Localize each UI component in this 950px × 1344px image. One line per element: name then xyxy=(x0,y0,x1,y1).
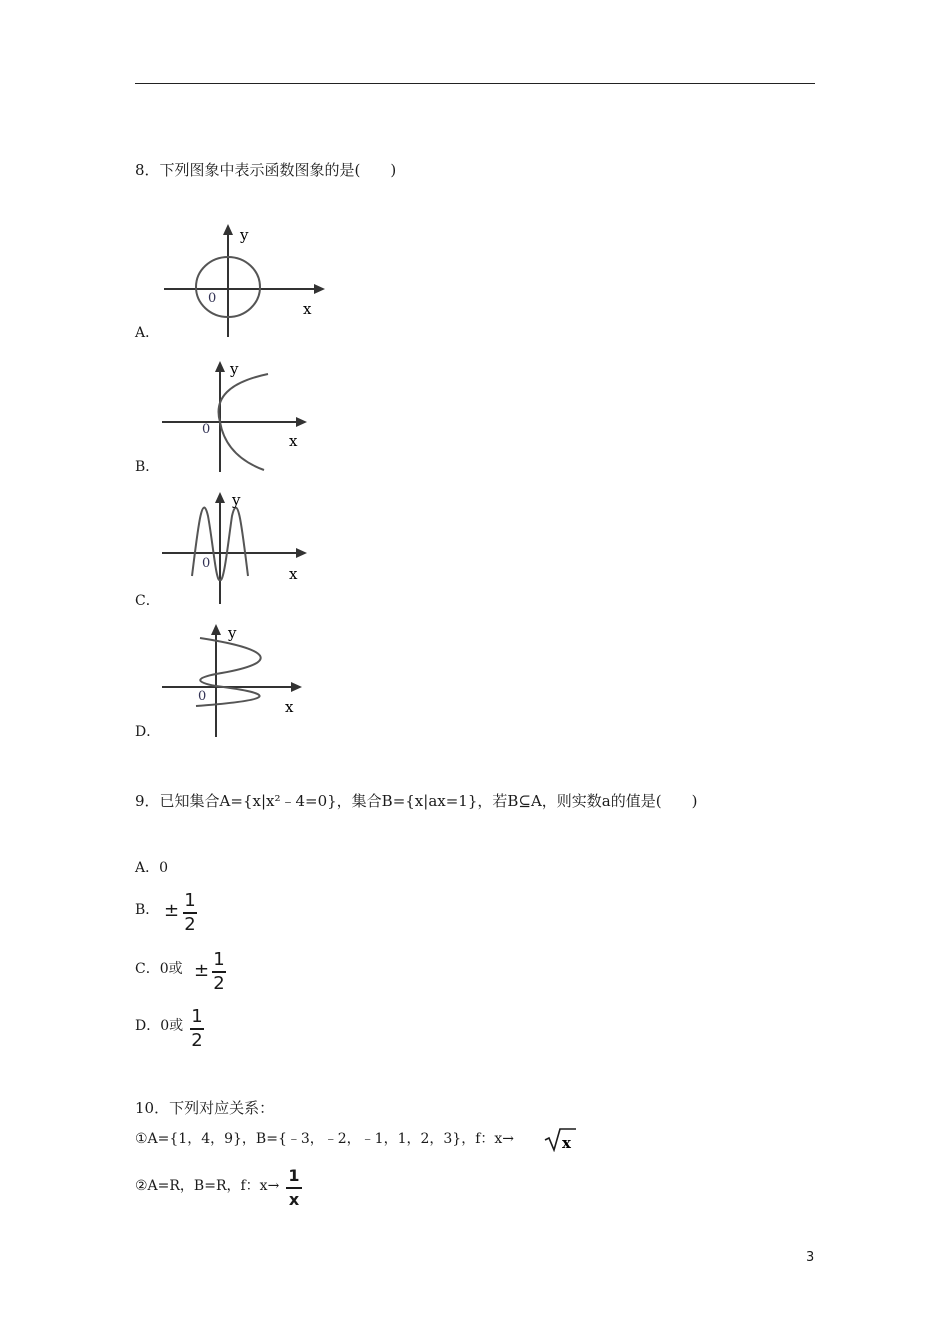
numerator: 1 xyxy=(184,890,196,911)
q8-option-a: A． xyxy=(135,325,160,341)
y-label: y xyxy=(228,624,237,642)
origin-label: 0 xyxy=(202,422,211,437)
fraction-one-half xyxy=(212,950,226,994)
denominator: 2 xyxy=(184,913,196,935)
page-number: 3 xyxy=(806,1250,815,1265)
fraction-one-over-x xyxy=(286,1166,302,1210)
q8-option-c: C． xyxy=(135,593,160,609)
q8-option-d: D． xyxy=(135,724,161,740)
fraction-one-half xyxy=(183,891,197,935)
x-label: x xyxy=(285,698,294,716)
x-label: x xyxy=(289,432,298,450)
plus-minus-sign: ± xyxy=(164,900,180,921)
q9-option-b: B． xyxy=(135,902,160,918)
q9-stem: 9．已知集合A={x|x²﹣4=0}，集合B={x|ax=1}，若B⊆A，则实数a的值是( ) xyxy=(135,792,698,810)
q9-option-a: A．0 xyxy=(135,860,169,876)
numerator: 1 xyxy=(288,1166,300,1185)
numerator: 1 xyxy=(213,949,225,970)
q9-option-c: C．0或 xyxy=(135,961,183,977)
figure-c-wave xyxy=(158,488,318,608)
y-label: y xyxy=(230,360,239,378)
figure-d-sideways-wave xyxy=(158,620,318,740)
fraction-one-half xyxy=(190,1007,204,1051)
q10-stem: 10．下列对应关系： xyxy=(135,1099,275,1117)
plus-minus-sign: ± xyxy=(194,960,210,981)
sqrt-variable: x xyxy=(562,1134,571,1152)
q10-item-2: ②A=R，B=R，f：x→ xyxy=(135,1178,280,1194)
denominator: 2 xyxy=(213,972,225,994)
denominator: 2 xyxy=(191,1029,203,1051)
origin-label: 0 xyxy=(208,291,217,306)
q10-item-1: ①A={1，4，9}，B={﹣3，﹣2，﹣1，1，2，3}，f：x→ xyxy=(135,1131,515,1147)
sqrt-symbol xyxy=(543,1126,577,1152)
figure-b-parabola xyxy=(158,358,318,476)
header-rule xyxy=(135,83,815,84)
numerator: 1 xyxy=(191,1006,203,1027)
q8-stem: 8．下列图象中表示函数图象的是( ) xyxy=(135,161,397,179)
origin-label: 0 xyxy=(202,556,211,571)
y-label: y xyxy=(232,491,241,509)
x-label: x xyxy=(303,300,312,318)
x-label: x xyxy=(289,565,298,583)
y-label: y xyxy=(240,226,249,244)
q8-option-b: B． xyxy=(135,459,160,475)
q9-option-d: D．0或 xyxy=(135,1018,184,1034)
origin-label: 0 xyxy=(198,689,207,704)
figure-a-circle xyxy=(160,222,330,342)
denominator: x xyxy=(288,1189,300,1209)
